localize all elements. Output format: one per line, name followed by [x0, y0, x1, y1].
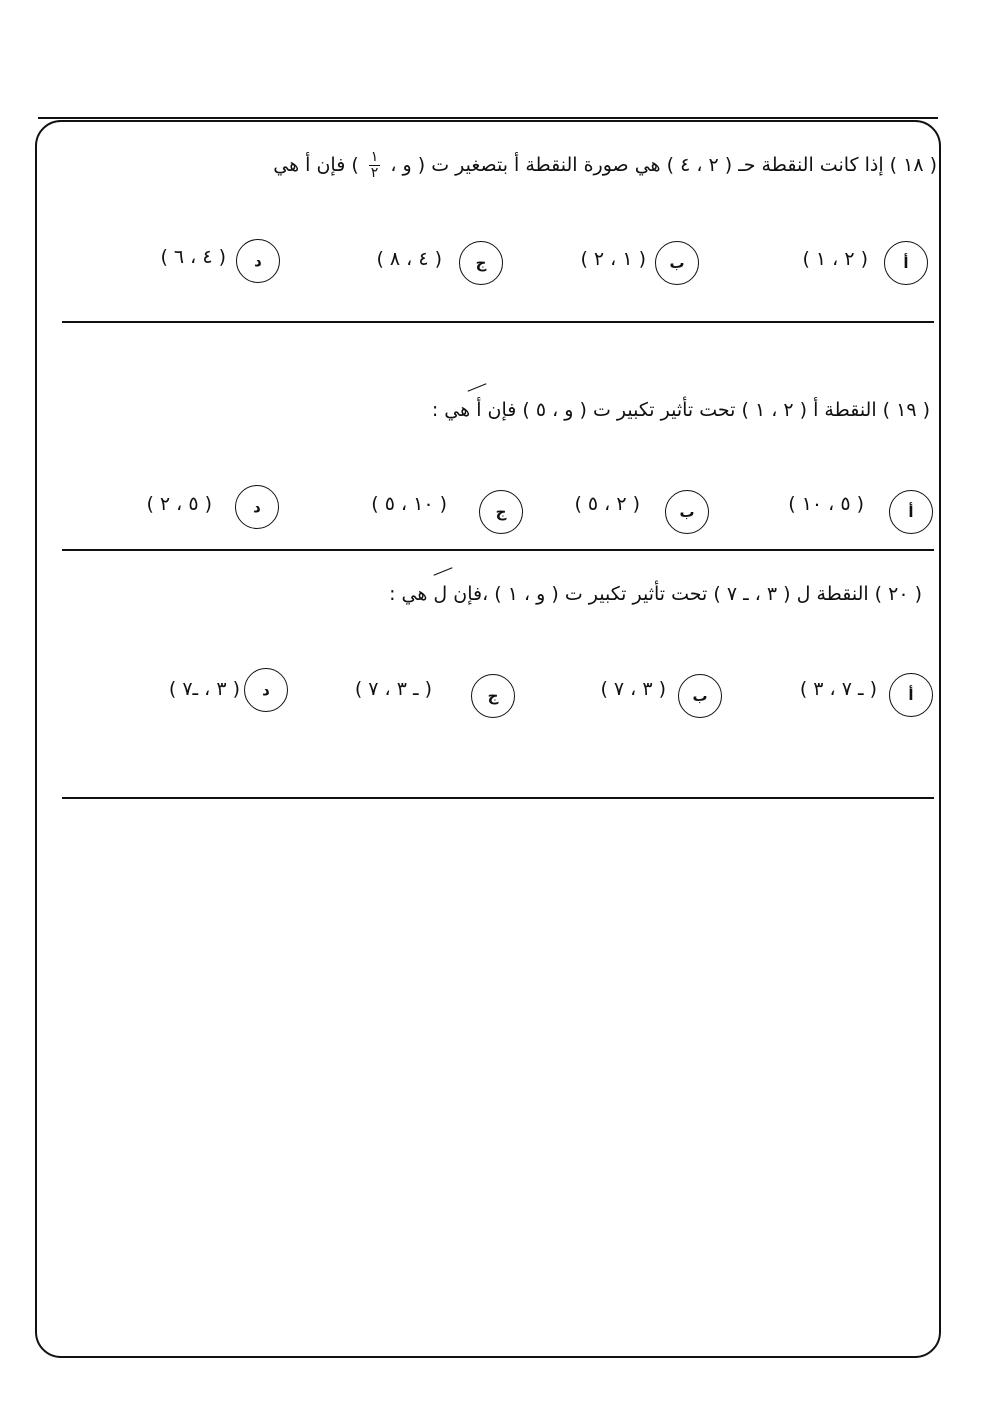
q18-option-b-value: ( ١ ، ٢ ) — [580, 248, 646, 270]
q20-option-a-badge[interactable]: أ — [889, 673, 933, 717]
q19-option-a-badge[interactable]: أ — [889, 490, 933, 534]
divider-1 — [62, 321, 934, 323]
q18-option-a-value: ( ٢ ، ١ ) — [802, 248, 868, 270]
q18-option-b-badge[interactable]: ب — [655, 241, 699, 285]
q18-option-c-badge[interactable]: ج — [459, 241, 503, 285]
question-18-text: ( ١٨ ) إذا كانت النقطة حـ ( ٢ ، ٤ ) هي صورة النقطة أ بتصغير ت ( و ، — [390, 154, 937, 176]
question-19 — [432, 398, 930, 422]
q20-option-c-badge[interactable]: ج — [471, 674, 515, 718]
question-20 — [389, 582, 922, 606]
q20-option-b-value: ( ٣ ، ٧ ) — [600, 678, 666, 700]
q19-option-a-value: ( ٥ ، ١٠ ) — [788, 493, 864, 515]
q20-option-a-value: ( ـ ٧ ، ٣ ) — [799, 678, 877, 700]
top-rule — [38, 117, 938, 119]
question-18-ending: ) فإن أ هي — [273, 154, 359, 176]
primed-point-a: أ — [476, 399, 482, 421]
q20-option-c-value: ( ـ ٣ ، ٧ ) — [354, 678, 432, 700]
fraction-numerator: ١ — [370, 149, 379, 165]
q19-option-d-badge[interactable]: د — [235, 485, 279, 529]
q18-option-a-badge[interactable]: أ — [884, 241, 928, 285]
q19-option-c-badge[interactable]: ج — [479, 490, 523, 534]
question-19-text: ( ١٩ ) النقطة أ ( ٢ ، ١ ) تحت تأثير تكبير ت ( و ، ٥ ) فإن — [487, 399, 930, 421]
q19-option-b-value: ( ٢ ، ٥ ) — [574, 493, 640, 515]
q19-option-b-badge[interactable]: ب — [665, 490, 709, 534]
page-frame — [35, 120, 941, 1358]
question-20-text: ( ٢٠ ) النقطة ل ( ٣ ، ـ ٧ ) تحت تأثير تكبير ت ( و ، ١ ) ،فإن — [453, 583, 922, 605]
question-19-ending: هي : — [431, 399, 471, 421]
q18-option-c-value: ( ٤ ، ٨ ) — [376, 248, 442, 270]
divider-3 — [62, 797, 934, 799]
primed-point-l: ل — [433, 583, 448, 605]
q20-option-b-badge[interactable]: ب — [678, 674, 722, 718]
fraction-half — [369, 150, 381, 181]
divider-2 — [62, 549, 934, 551]
q19-option-c-value: ( ١٠ ، ٥ ) — [371, 493, 447, 515]
q19-option-d-value: ( ٥ ، ٢ ) — [146, 493, 212, 515]
q18-option-d-value: ( ٤ ، ٦ ) — [160, 246, 226, 268]
q20-option-d-badge[interactable]: د — [244, 668, 288, 712]
question-18 — [273, 150, 937, 181]
question-20-ending: هي : — [389, 583, 428, 605]
fraction-denominator: ٢ — [370, 165, 379, 181]
q20-option-d-value: ( ٣ ، ـ٧ ) — [168, 678, 240, 700]
q18-option-d-badge[interactable]: د — [236, 239, 280, 283]
